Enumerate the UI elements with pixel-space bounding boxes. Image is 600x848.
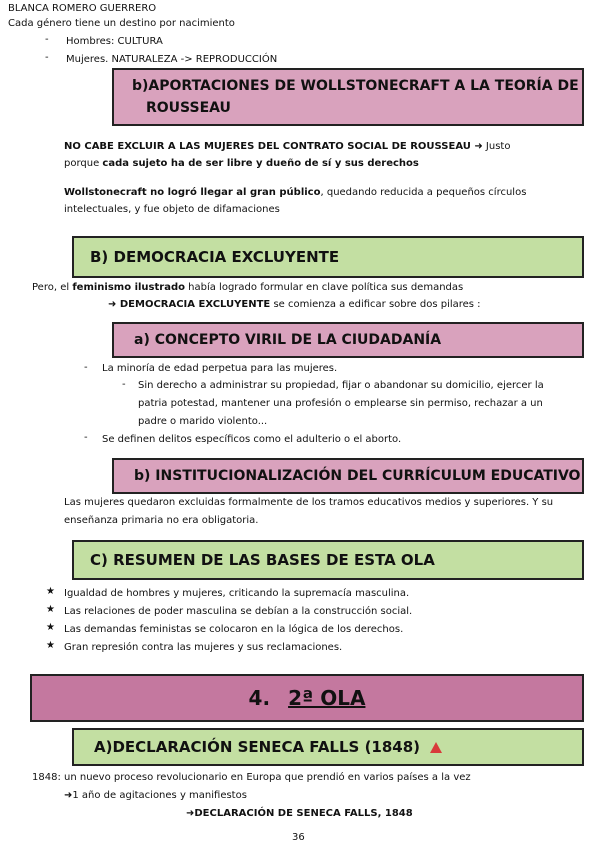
section-header-institucionalizacion: b) INSTITUCIONALIZACIÓN DEL CURRÍCULUM EDUCATIVO	[112, 458, 584, 494]
star-icon: ★	[46, 622, 55, 633]
list-item: padre o marido violento...	[138, 416, 268, 427]
section-header-seneca	[72, 728, 584, 766]
chapter-number: 4.	[248, 686, 271, 710]
paragraph-line: Pero, el feminismo ilustrado había logrado formular en clave política sus demandas	[32, 282, 464, 293]
section-header-viril: a) CONCEPTO VIRIL DE LA CIUDADANÍA	[112, 322, 584, 358]
paragraph-line: porque cada sujeto ha de ser libre y dueño de sí y sus derechos	[64, 158, 419, 169]
list-item: patria potestad, mantener una profesión o emplearse sin permiso, rechazar a un	[138, 398, 543, 409]
paragraph-line: enseñanza primaria no era obligatoria.	[64, 515, 259, 526]
intro-item: Hombres: CULTURA	[66, 36, 163, 47]
intro-item: Mujeres. NATURALEZA -> REPRODUCCIÓN	[66, 54, 278, 65]
chapter-header-ola	[30, 674, 584, 722]
paragraph-line: Wollstonecraft no logró llegar al gran público, quedando reducida a pequeños círculos	[64, 187, 527, 198]
arrow-line: ➜1 año de agitaciones y manifiestos	[64, 790, 247, 801]
list-item: Las demandas feministas se colocaron en la lógica de los derechos.	[64, 624, 404, 635]
chapter-title: 2ª OLA	[288, 686, 366, 710]
section-header-democracia: B) DEMOCRACIA EXCLUYENTE	[72, 236, 584, 278]
dash-bullet: -	[84, 362, 88, 373]
list-item: La minoría de edad perpetua para las mujeres.	[102, 363, 338, 374]
list-item: Igualdad de hombres y mujeres, criticando la supremacía masculina.	[64, 588, 410, 599]
dash-bullet: -	[84, 432, 88, 443]
arrow-line: ➜ DEMOCRACIA EXCLUYENTE se comienza a edificar sobre dos pilares :	[108, 299, 481, 310]
star-icon: ★	[46, 586, 55, 597]
arrow-line: ➜DECLARACIÓN DE SENECA FALLS, 1848	[186, 808, 413, 819]
paragraph-line: intelectuales, y fue objeto de difamaciones	[64, 204, 280, 215]
paragraph-line: 1848: un nuevo proceso revolucionario en Europa que prendió en varios países a la vez	[32, 772, 471, 783]
dash-bullet: -	[45, 34, 49, 45]
list-item: Gran represión contra las mujeres y sus reclamaciones.	[64, 642, 343, 653]
section-title: A)DECLARACIÓN SENECA FALLS (1848)	[94, 738, 421, 756]
list-item: Las relaciones de poder masculina se debían a la construcción social.	[64, 606, 413, 617]
author-name: BLANCA ROMERO GUERRERO	[8, 3, 157, 14]
section-header-aportaciones	[112, 68, 584, 126]
section-header-resumen: C) RESUMEN DE LAS BASES DE ESTA OLA	[72, 540, 584, 580]
star-icon: ★	[46, 604, 55, 615]
warning-triangle-icon	[430, 742, 442, 753]
paragraph-line: NO CABE EXCLUIR A LAS MUJERES DEL CONTRATO SOCIAL DE ROUSSEAU ➜ Justo	[64, 141, 511, 152]
intro-line: Cada género tiene un destino por nacimiento	[8, 18, 235, 29]
star-icon: ★	[46, 640, 55, 651]
list-item: Se definen delitos específicos como el adulterio o el aborto.	[102, 434, 402, 445]
section-title: b)APORTACIONES DE WOLLSTONECRAFT A LA TEORÍA DE	[132, 78, 579, 94]
page-number: 36	[292, 832, 305, 843]
list-item: Sin derecho a administrar su propiedad, fijar o abandonar su domicilio, ejercer la	[138, 380, 544, 391]
dash-bullet: -	[122, 379, 126, 390]
paragraph-line: Las mujeres quedaron excluidas formalmente de los tramos educativos medios y superiores. Y su	[64, 497, 554, 508]
dash-bullet: -	[45, 52, 49, 63]
section-title: ROUSSEAU	[146, 100, 231, 116]
